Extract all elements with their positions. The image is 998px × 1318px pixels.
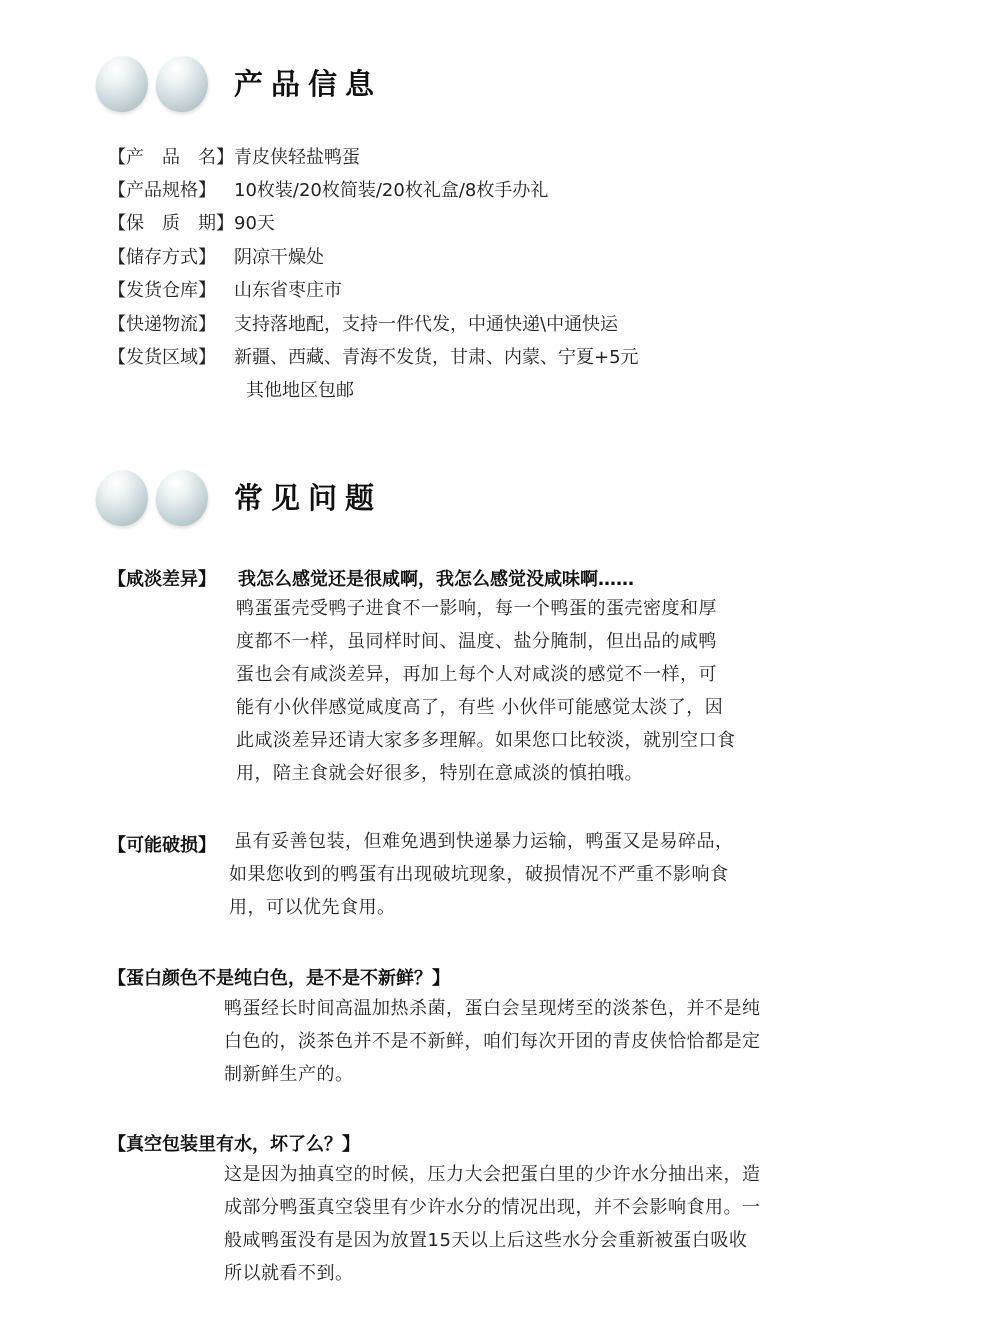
- egg-icon: [151, 51, 214, 117]
- info-value: 支持落地配，支持一件代发，中通快递\中通快运: [234, 314, 619, 335]
- info-value: 青皮侠轻盐鸭蛋: [234, 147, 360, 168]
- faq-answer: [224, 1158, 761, 1290]
- faq-question: 我怎么感觉还是很咸啊，我怎么感觉没咸味啊……: [238, 569, 634, 590]
- answer-line: 成部分鸭蛋真空袋里有少许水分的情况出现，并不会影响食用。一: [224, 1197, 761, 1218]
- answer-line: 白色的，淡茶色并不是不新鲜，咱们每次开团的青皮侠恰恰都是定: [224, 1031, 761, 1052]
- faq-label-breakage: 【可能破损】: [108, 835, 216, 856]
- answer-line: 蛋也会有咸淡差异，再加上每个人对咸淡的感觉不一样，可: [236, 664, 717, 685]
- info-label: 【产品规格】: [108, 180, 216, 201]
- faq-label-saltiness: 【咸淡差异】: [108, 569, 216, 590]
- info-label: 【发货区域】: [108, 347, 216, 368]
- info-value: 其他地区包邮: [246, 380, 354, 401]
- faq-label-egg-white-color: 【蛋白颜色不是纯白色，是不是不新鲜？】: [108, 968, 450, 989]
- faq-answer: [236, 592, 736, 790]
- info-label: 【快递物流】: [108, 314, 216, 335]
- info-label: 【保 质 期】: [108, 213, 234, 234]
- info-value: 90天: [234, 213, 275, 234]
- answer-line: 鸭蛋蛋壳受鸭子进食不一影响，每一个鸭蛋的蛋壳密度和厚: [236, 598, 717, 619]
- faq-header: [96, 470, 696, 526]
- info-value: 阴凉干燥处: [234, 247, 324, 268]
- answer-line: 所以就看不到。: [224, 1263, 354, 1284]
- answer-line: 这是因为抽真空的时候，压力大会把蛋白里的少许水分抽出来，造: [224, 1164, 761, 1185]
- egg-icon: [91, 465, 154, 531]
- answer-line: 能有小伙伴感觉咸度高了，有些 小伙伴可能感觉太淡了，因: [236, 697, 724, 718]
- answer-line: 般咸鸭蛋没有是因为放置15天以上后这些水分会重新被蛋白吸收: [224, 1230, 748, 1251]
- answer-line: 用，陪主食就会好很多，特别在意咸淡的慎拍哦。: [236, 763, 643, 784]
- faq-label-vacuum-water: 【真空包装里有水，坏了么？】: [108, 1134, 360, 1155]
- faq-answer-first: [234, 825, 734, 858]
- info-label: 【储存方式】: [108, 247, 216, 268]
- answer-line: 虽有妥善包装，但难免遇到快递暴力运输，鸭蛋又是易碎品，: [234, 831, 734, 852]
- product-info-header: [96, 56, 696, 112]
- egg-icon: [151, 465, 214, 531]
- faq-answer: [229, 858, 729, 924]
- answer-line: 制新鲜生产的。: [224, 1064, 354, 1085]
- info-value: 新疆、西藏、青海不发货，甘肃、内蒙、宁夏+5元: [234, 347, 639, 368]
- section-title: 常见问题: [234, 481, 383, 515]
- faq-answer: [224, 992, 761, 1091]
- answer-line: 度都不一样，虽同样时间、温度、盐分腌制，但出品的咸鸭: [236, 631, 717, 652]
- egg-icon: [91, 51, 154, 117]
- answer-line: 用，可以优先食用。: [229, 897, 396, 918]
- info-value: 山东省枣庄市: [234, 280, 342, 301]
- info-label: 【发货仓库】: [108, 280, 216, 301]
- info-label: 【产 品 名】: [108, 147, 234, 168]
- answer-line: 此咸淡差异还请大家多多理解。如果您口比较淡，就别空口食: [236, 730, 736, 751]
- answer-line: 鸭蛋经长时间高温加热杀菌，蛋白会呈现烤至的淡茶色，并不是纯: [224, 998, 761, 1019]
- section-title: 产品信息: [234, 67, 383, 101]
- answer-line: 如果您收到的鸭蛋有出现破坑现象，破损情况不严重不影响食: [229, 864, 729, 885]
- info-value: 10枚装/20枚简装/20枚礼盒/8枚手办礼: [234, 180, 549, 201]
